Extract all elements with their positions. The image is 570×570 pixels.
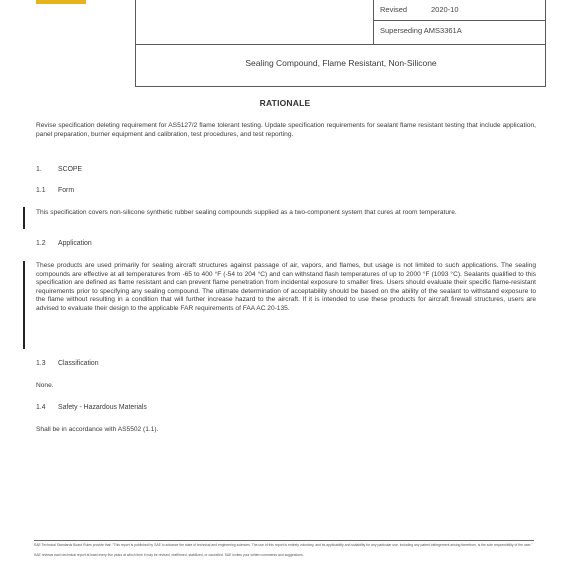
application-text: These products are used primarily for sealing aircraft structures against passage of air, vapors, and flames, but usage is not limited to such applications. The sealing compounds are effective at all temperatures from -65 to 400 °F (-54 to 204 °C) and can withstand flash temperatures of up to 2000 °F (1093 °C). Sealants qualified to this specification are defined as flame resistant and can prevent flame penetration from incidental exposure to smaller fires. Users should evaluate their specific flame-resistant requirements prior to specifying any sealing compound. The ultimate determination of acceptability should be based on the ability of the sealant to withstand exposure to the flame without resulting in a condition that will further increase hazard to the aircraft. If it is intended to use these products for aircraft firewall structures, users are advised to evaluate their design to the applicable FAR requirements of FAA AC 20-135. — [36, 262, 536, 312]
section-title: Application — [58, 240, 92, 247]
section-safety-heading — [36, 404, 147, 411]
section-title: Form — [58, 187, 75, 194]
footer-notice: SAE Technical Standards Board Rules provide that: "This report is published by SAE to advance the state of technical and engineering sciences. The use of this report is entirely voluntary, and its applicability and suitability for any particular use, including any patent infringement arising therefrom, is the sole responsibility of the user." — [34, 543, 533, 547]
section-title: Classification — [58, 360, 99, 367]
section-form-heading — [36, 187, 74, 194]
revised-label: Revised — [380, 5, 408, 14]
section-number: 1. — [36, 166, 42, 173]
section-number: 1.4 — [36, 404, 46, 411]
safety-text: Shall be in accordance with AS5502 (1.1). — [36, 426, 159, 433]
section-number: 1.1 — [36, 187, 46, 194]
revision-change-bar — [23, 207, 25, 229]
classification-text: None. — [36, 382, 54, 389]
section-application-heading — [36, 240, 92, 247]
header-rule-bottom — [135, 86, 546, 87]
superseding-note: Superseding AMS3361A — [380, 26, 462, 35]
header-box-right-border — [545, 0, 546, 86]
section-title: SCOPE — [58, 166, 83, 173]
revision-change-bar — [23, 261, 25, 349]
footer-review-notice: SAE reviews each technical report at least every five years at which time it may be revised, reaffirmed, stabilized, or cancelled. SAE invites your written comments and suggestions. — [34, 553, 304, 557]
section-number: 1.2 — [36, 240, 46, 247]
section-classification-heading — [36, 360, 99, 367]
form-text: This specification covers non-silicone synthetic rubber sealing compounds supplied as a two-component system that cures at room temperature. — [36, 209, 457, 216]
sae-logo — [36, 0, 86, 4]
footer-rule — [34, 540, 534, 541]
header-info-divider — [373, 0, 374, 44]
rationale-heading: RATIONALE — [259, 98, 311, 108]
document-subtitle: Sealing Compound, Flame Resistant, Non-Silicone — [245, 58, 437, 68]
header-rule-revised — [373, 20, 545, 21]
rationale-text: Revise specification deleting requirement for AS5127/2 flame tolerant testing. Update specification requirements for sealant flame resistant testing that include application, panel preparation, burner equipment and calibration, test procedures, and test reporting. — [36, 122, 536, 138]
header-rule-top — [135, 44, 546, 45]
header-box-left-border — [135, 0, 136, 86]
revised-date: 2020-10 — [431, 5, 459, 14]
section-number: 1.3 — [36, 360, 46, 367]
section-title: Safety - Hazardous Materials — [58, 404, 147, 411]
section-scope-heading — [36, 166, 82, 173]
